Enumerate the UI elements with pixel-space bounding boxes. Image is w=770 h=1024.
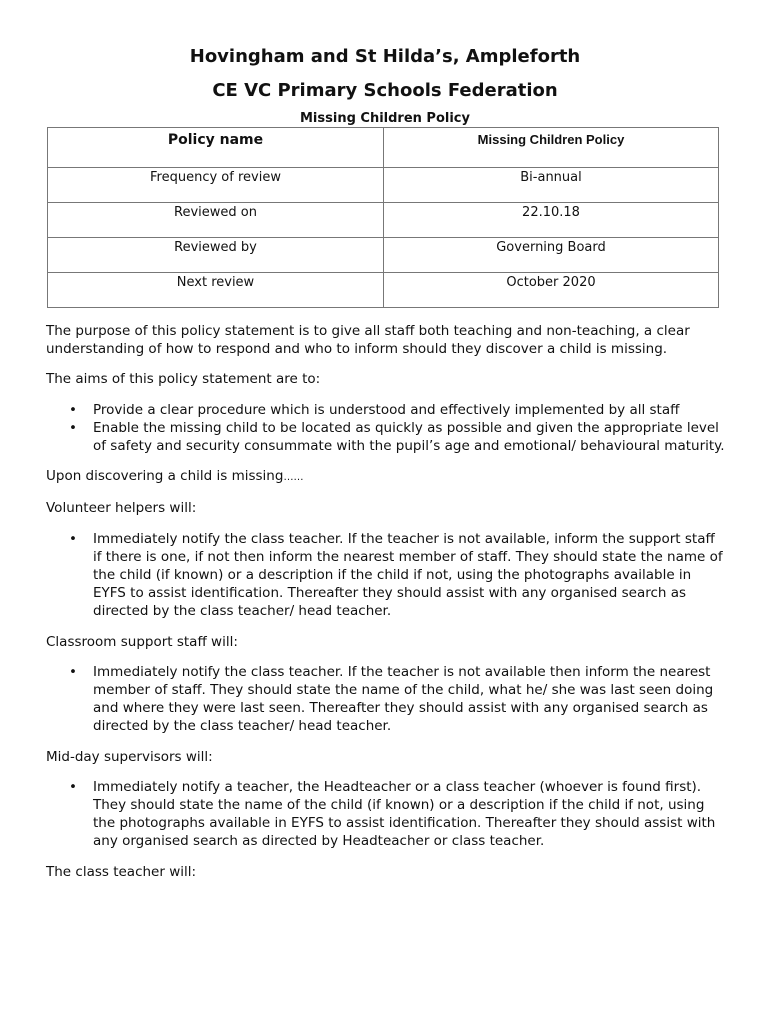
classroom-list (46, 663, 726, 736)
list-item: • Immediately notify a teacher, the Headteacher or a class teacher (whoever is found first). They should state the name of the child (if known) or a description if the child if not, using the photographs available in EYFS to assist identification. Thereafter they should assist with any organised search as directed by Headteacher or class teacher. (93, 778, 726, 851)
school-name: Hovingham and St Hilda’s, Ampleforth (189, 46, 581, 67)
next-review-value: October 2020 (384, 273, 719, 308)
table-header-row (48, 128, 719, 168)
aims-intro: The aims of this policy statement are to: (46, 371, 321, 388)
discover-ellipsis: …… (283, 472, 304, 484)
classroom-heading: Classroom support staff will: (46, 633, 238, 650)
midday-heading: Mid-day supervisors will: (46, 748, 213, 765)
policy-title: Missing Children Policy (300, 111, 470, 126)
table-row (48, 238, 719, 273)
reviewed-by-value: Governing Board (384, 238, 719, 273)
frequency-value: Bi-annual (384, 168, 719, 203)
table-row (48, 203, 719, 238)
list-item: • Enable the missing child to be located as quickly as possible and given the appropriate level of safety and security consummate with the pupil’s age and emotional/ behavioural maturity. (93, 419, 726, 455)
volunteer-heading: Volunteer helpers will: (46, 500, 197, 517)
frequency-label: Frequency of review (48, 168, 384, 203)
discover-paragraph (46, 467, 726, 487)
reviewed-on-value: 22.10.18 (384, 203, 719, 238)
list-item: • Provide a clear procedure which is understood and effectively implemented by all staff (93, 401, 726, 419)
policy-info-table (47, 127, 719, 308)
reviewed-by-label: Reviewed by (48, 238, 384, 273)
reviewed-on-label: Reviewed on (48, 203, 384, 238)
list-item: • Immediately notify the class teacher. If the teacher is not available then inform the nearest member of staff. They should state the name of the child, what he/ she was last seen doing and where they were last seen. Thereafter they should assist with any organised search as directed by the class teacher/ head teacher. (93, 663, 726, 736)
list-item: • Immediately notify the class teacher. If the teacher is not available, inform the support staff if there is one, if not then inform the nearest member of staff. They should state the name of the child (if known) or a description if the child if not, using the photographs available in EYFS to assist identification. Thereafter they should assist with any organised search as directed by the class teacher/ head teacher. (93, 530, 726, 621)
purpose-paragraph: The purpose of this policy statement is to give all staff both teaching and non-teaching, a clear understanding of how to respond and who to inform should they discover a child is missing. (46, 323, 690, 358)
discover-text: Upon discovering a child is missing (46, 468, 284, 485)
policy-name-value: Missing Children Policy (384, 128, 719, 168)
policy-name-label: Policy name (48, 128, 384, 168)
aims-list (46, 401, 726, 456)
federation-name: CE VC Primary Schools Federation (212, 80, 558, 101)
table-row (48, 168, 719, 203)
next-review-label: Next review (48, 273, 384, 308)
volunteer-list (46, 530, 726, 621)
midday-list (46, 778, 726, 851)
policy-body (46, 322, 726, 893)
class-teacher-heading: The class teacher will: (46, 863, 197, 880)
table-row (48, 273, 719, 308)
